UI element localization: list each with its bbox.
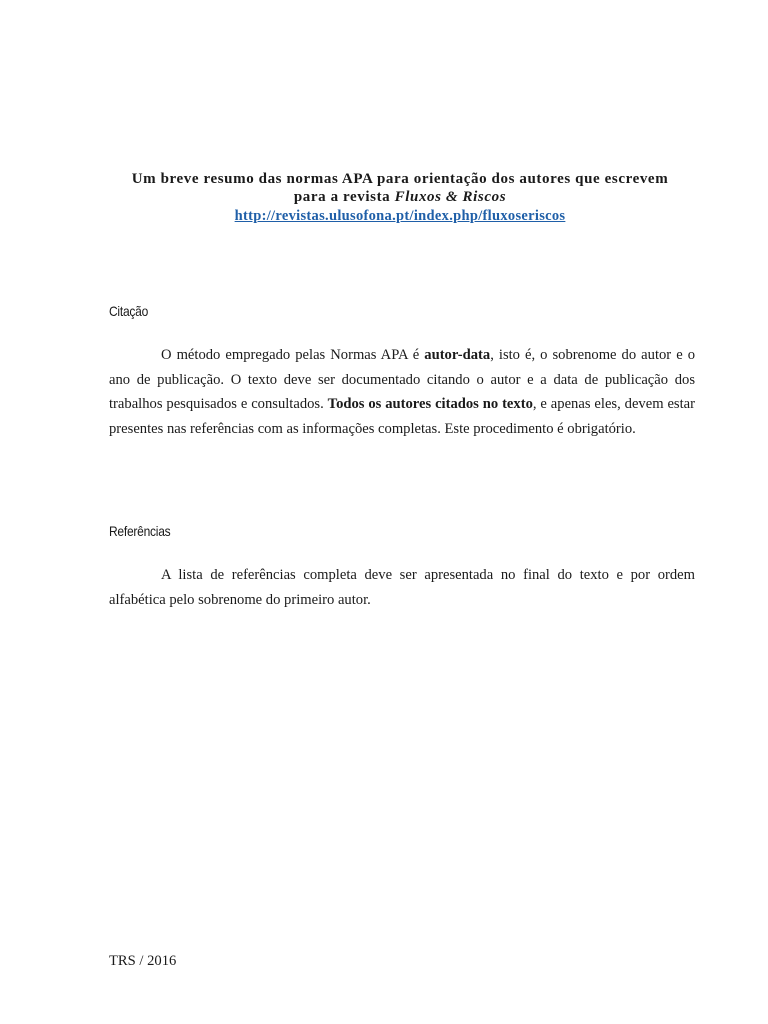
citacao-text-3: , e apenas eles, devem estar presentes nas referências com as informações completas. Este procedimento é obrigatório. <box>109 396 696 437</box>
section-heading-citacao: Citação <box>109 303 149 319</box>
document-header <box>100 170 700 225</box>
title-line-1: Um breve resumo das normas APA para orientação dos autores que escrevem <box>131 171 669 187</box>
citacao-paragraph <box>109 343 695 441</box>
referencias-text: A lista de referências completa deve ser apresentada no final do texto e por ordem alfabética pelo sobrenome do primeiro autor. <box>109 567 695 608</box>
section-heading-referencias: Referências <box>109 523 171 539</box>
journal-url-link[interactable]: http://revistas.ulusofona.pt/index.php/fluxoseriscos <box>234 208 566 224</box>
referencias-paragraph <box>109 563 695 612</box>
citacao-text-2: , isto é, o sobrenome do autor e o ano de publicação. O texto deve ser documentado citando o autor e a data de publicação dos trabalhos pesquisados e consultados. <box>109 347 696 412</box>
citacao-bold-autor-data: autor-data <box>424 347 491 363</box>
citacao-bold-todos-autores: Todos os autores citados no texto <box>327 396 533 412</box>
citacao-text-1: O método empregado pelas Normas APA é <box>161 347 425 363</box>
document-title <box>100 170 700 206</box>
title-line-2-prefix: para a revista <box>293 189 395 205</box>
journal-name: Fluxos & Riscos <box>394 189 507 205</box>
page-footer: TRS / 2016 <box>109 953 177 969</box>
